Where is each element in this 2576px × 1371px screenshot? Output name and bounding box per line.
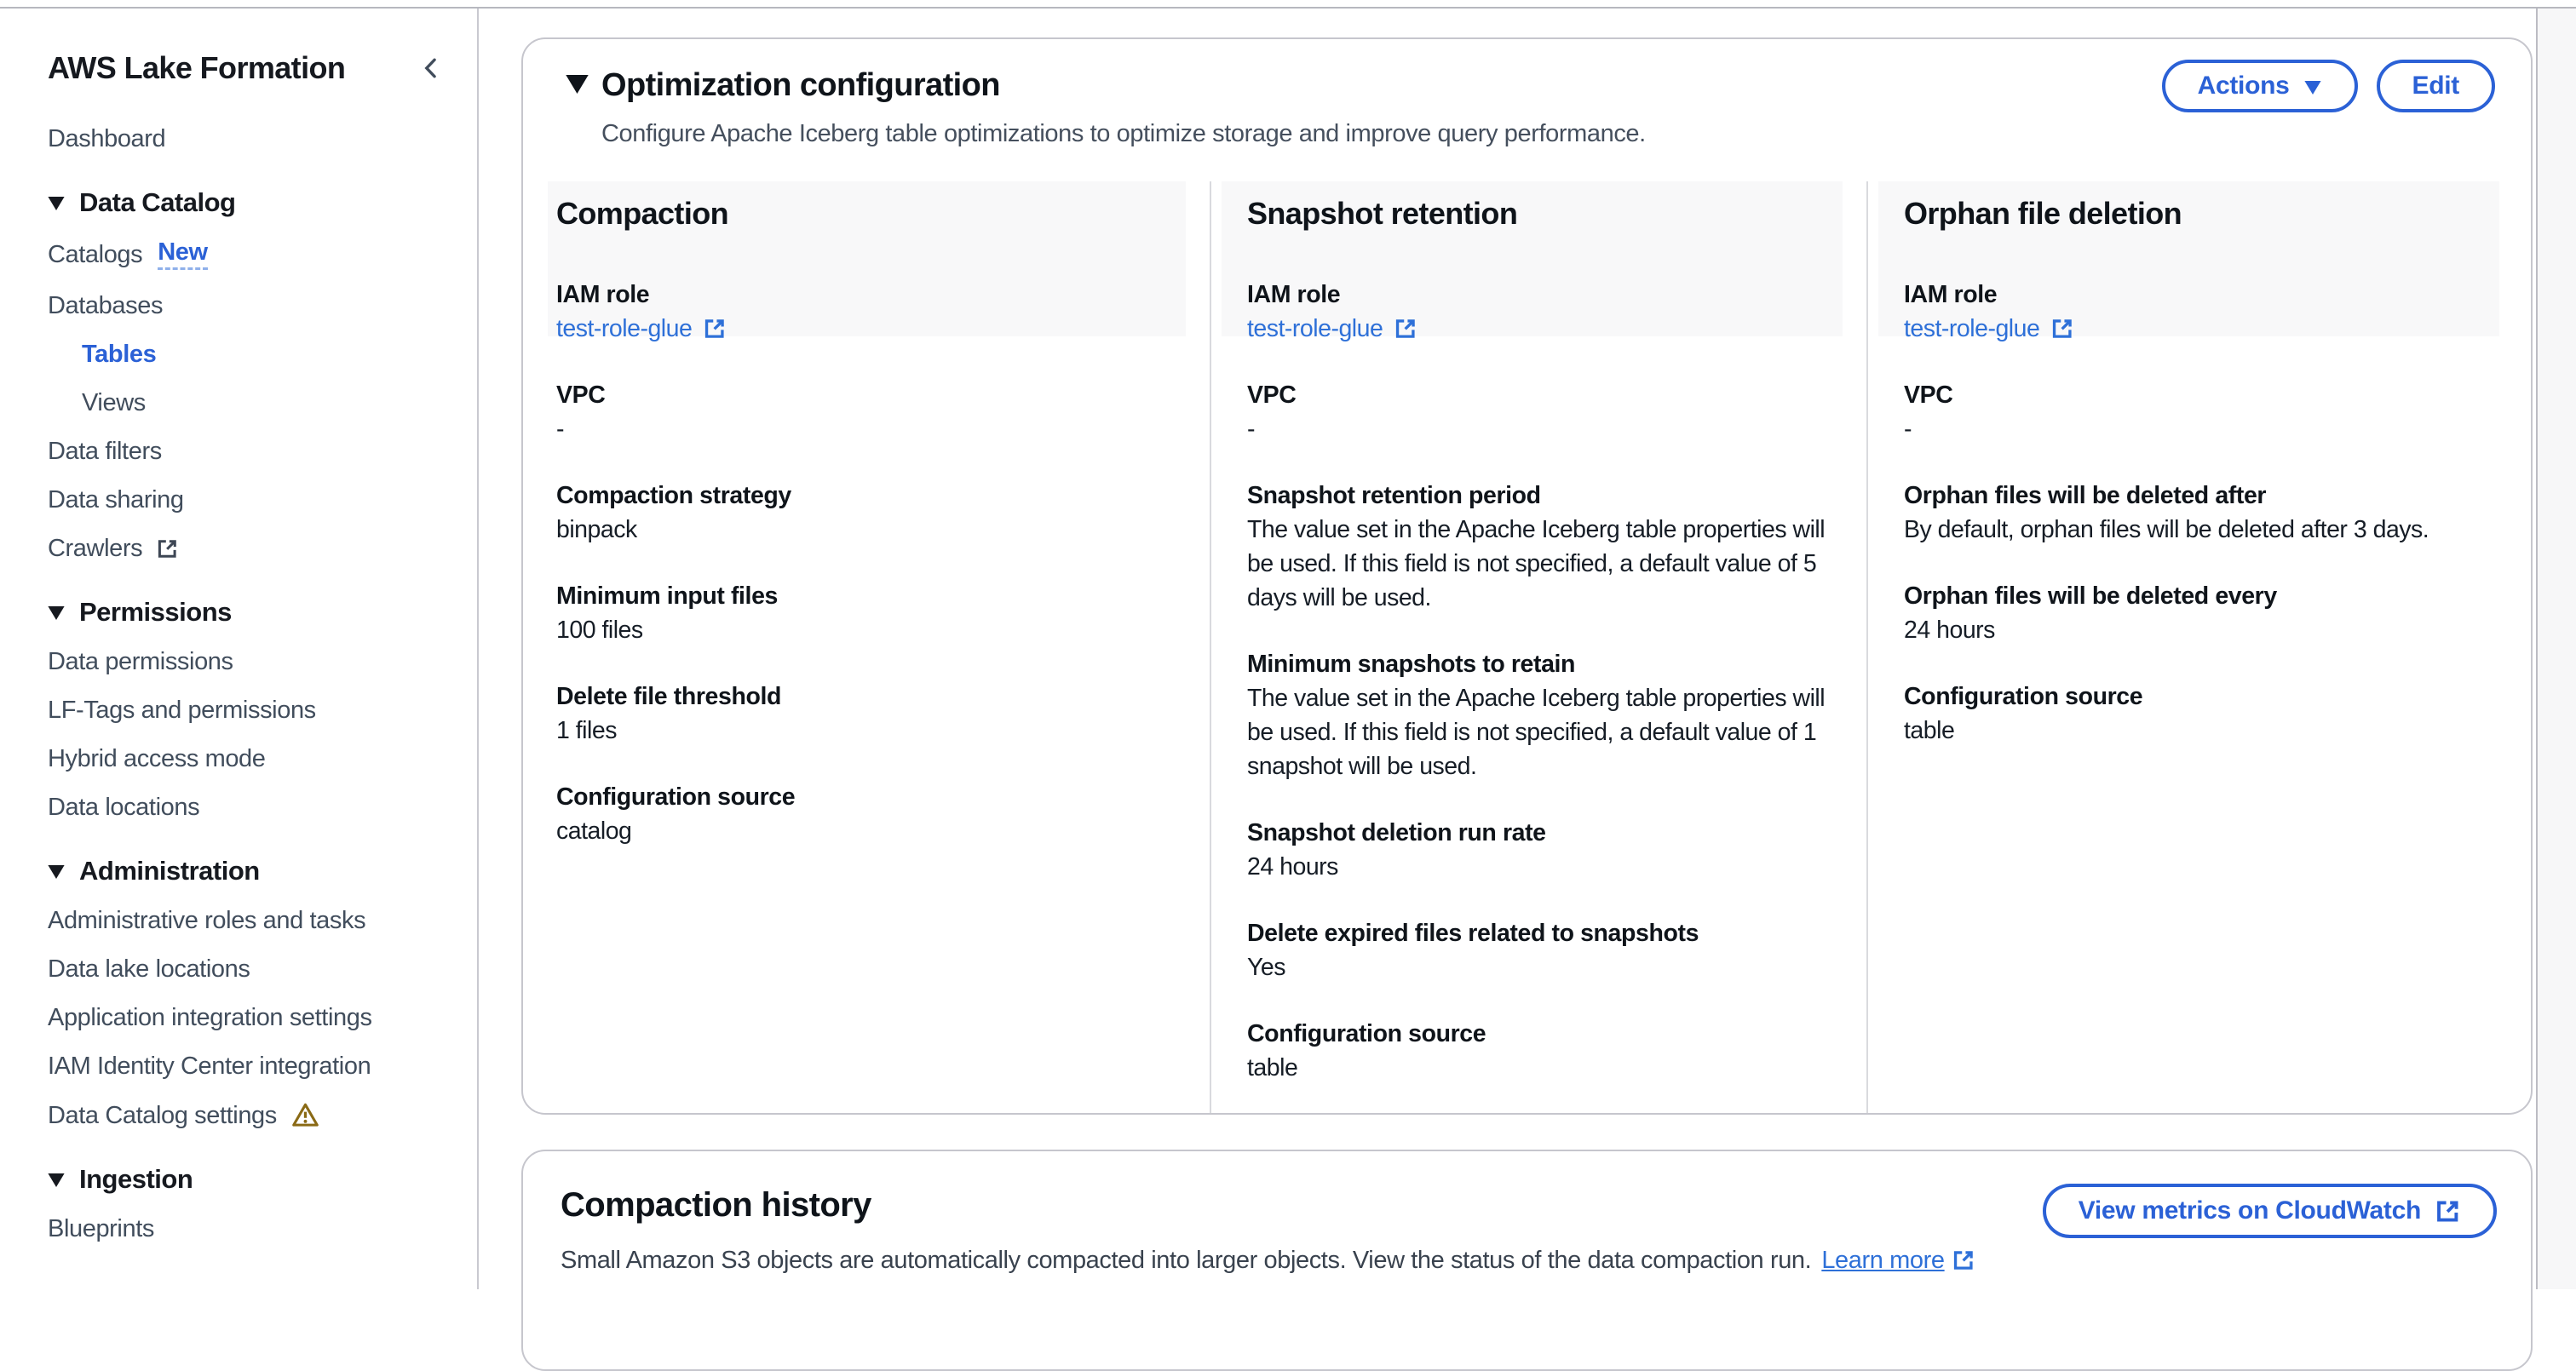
- sidebar-section-administration[interactable]: Administration: [48, 858, 446, 885]
- sidebar-item-data-catalog-settings[interactable]: Data Catalog settings: [48, 1102, 446, 1128]
- field-orphan-deleted-after: Orphan files will be deleted after By default, orphan files will be deleted after 3 days.: [1904, 482, 2429, 543]
- sidebar-collapse-button[interactable]: [416, 53, 446, 83]
- page-scrollbar[interactable]: [2536, 9, 2576, 1289]
- sidebar-item-crawlers[interactable]: Crawlers: [48, 536, 446, 561]
- external-link-icon: [703, 317, 727, 341]
- sidebar-nav: [48, 126, 446, 1242]
- sidebar-header: [48, 49, 446, 87]
- external-link-icon: [2435, 1198, 2461, 1225]
- column-title: Compaction: [556, 196, 729, 231]
- section-expanded-triangle-icon[interactable]: [566, 75, 589, 94]
- triangle-down-icon: [48, 865, 65, 879]
- iam-role-link[interactable]: test-role-glue: [556, 315, 693, 342]
- sidebar-item-admin-roles[interactable]: Administrative roles and tasks: [48, 907, 366, 934]
- compaction-history-panel: [521, 1150, 2533, 1371]
- triangle-down-icon: [48, 1173, 65, 1187]
- view-metrics-cloudwatch-button[interactable]: View metrics on CloudWatch: [2043, 1184, 2497, 1238]
- sidebar-item-data-filters[interactable]: Data filters: [48, 438, 162, 465]
- sidebar-item-data-locations[interactable]: Data locations: [48, 794, 200, 821]
- iam-role-link[interactable]: test-role-glue: [1247, 315, 1383, 342]
- sidebar-item-app-integration[interactable]: Application integration settings: [48, 1004, 372, 1031]
- field-compaction-strategy: Compaction strategy binpack: [556, 482, 791, 543]
- warning-icon: [292, 1102, 319, 1128]
- field-configuration-source: Configuration source table: [1904, 683, 2143, 744]
- sidebar-item-databases[interactable]: Databases: [48, 292, 164, 319]
- app-title: AWS Lake Formation: [48, 50, 346, 85]
- column-compaction: [553, 181, 1210, 1115]
- field-iam-role: IAM role test-role-glue: [1904, 278, 2503, 346]
- column-title: Orphan file deletion: [1904, 196, 2182, 231]
- column-title: Snapshot retention: [1247, 196, 1518, 231]
- sidebar-item-data-permissions[interactable]: Data permissions: [48, 648, 233, 675]
- new-badge: New: [158, 239, 207, 270]
- field-snapshot-retention-period: Snapshot retention period The value set in the Apache Iceberg table properties will be used. If this field is not specified, a default value of 5 days will be used.: [1247, 482, 1826, 611]
- panel-title: Optimization configuration: [601, 67, 1000, 103]
- optimization-columns: [523, 181, 2531, 1115]
- sidebar-item-views[interactable]: Views: [82, 389, 146, 416]
- main-content: [479, 9, 2534, 1289]
- column-snapshot-retention: [1210, 181, 1866, 1115]
- sidebar-item-dashboard[interactable]: Dashboard: [48, 125, 166, 152]
- field-configuration-source: Configuration source table: [1247, 1020, 1486, 1081]
- sidebar-item-iam-identity-center[interactable]: IAM Identity Center integration: [48, 1053, 371, 1080]
- caret-down-icon: [2303, 81, 2322, 95]
- compaction-history-title: Compaction history: [561, 1186, 871, 1224]
- chevron-left-icon: [420, 55, 442, 81]
- sidebar-section-permissions[interactable]: Permissions: [48, 599, 446, 626]
- sidebar-item-blueprints[interactable]: Blueprints: [48, 1215, 154, 1242]
- external-link-icon: [156, 537, 179, 560]
- field-minimum-snapshots: Minimum snapshots to retain The value set in the Apache Iceberg table properties will be used. If this field is not specified, a default value of 1 snapshot will be used.: [1247, 651, 1826, 780]
- sidebar: [0, 9, 477, 1289]
- field-vpc: VPC -: [556, 381, 606, 443]
- triangle-down-icon: [48, 606, 65, 620]
- sidebar-item-catalogs[interactable]: Catalogs New: [48, 238, 208, 268]
- field-minimum-input-files: Minimum input files 100 files: [556, 582, 778, 644]
- learn-more-link[interactable]: Learn more: [1821, 1247, 1945, 1274]
- sidebar-item-data-lake-locations[interactable]: Data lake locations: [48, 955, 250, 983]
- column-orphan-file-deletion: [1866, 181, 2523, 1115]
- sidebar-item-hybrid-access-mode[interactable]: Hybrid access mode: [48, 745, 266, 772]
- iam-role-link[interactable]: test-role-glue: [1904, 315, 2040, 342]
- external-link-icon: [1952, 1248, 1975, 1272]
- field-vpc: VPC -: [1247, 381, 1297, 443]
- field-snapshot-deletion-run-rate: Snapshot deletion run rate 24 hours: [1247, 819, 1546, 881]
- panel-header: [523, 39, 2531, 181]
- field-orphan-deleted-every: Orphan files will be deleted every 24 hours: [1904, 582, 2277, 644]
- actions-button[interactable]: Actions: [2162, 60, 2358, 112]
- external-link-icon: [1394, 317, 1417, 341]
- field-iam-role: IAM role test-role-glue: [1247, 278, 1846, 346]
- optimization-configuration-panel: [521, 37, 2533, 1115]
- sidebar-section-data-catalog[interactable]: Data Catalog: [48, 189, 446, 216]
- field-configuration-source: Configuration source catalog: [556, 783, 796, 845]
- triangle-down-icon: [48, 197, 65, 210]
- field-iam-role: IAM role test-role-glue: [556, 278, 1186, 346]
- edit-button[interactable]: Edit: [2377, 60, 2495, 112]
- sidebar-section-ingestion[interactable]: Ingestion: [48, 1166, 446, 1193]
- field-delete-file-threshold: Delete file threshold 1 files: [556, 683, 781, 744]
- field-delete-expired-files: Delete expired files related to snapshots Yes: [1247, 920, 1699, 981]
- external-link-icon: [2050, 317, 2074, 341]
- compaction-history-description: Small Amazon S3 objects are automatically compacted into larger objects. View the status of the data compaction run. Learn more: [561, 1245, 2493, 1276]
- sidebar-item-tables[interactable]: Tables: [82, 341, 157, 368]
- field-vpc: VPC -: [1904, 381, 1953, 443]
- panel-subtitle: Configure Apache Iceberg table optimizations to optimize storage and improve query performance.: [601, 120, 1646, 147]
- sidebar-item-data-sharing[interactable]: Data sharing: [48, 486, 184, 513]
- panel-header-actions: [2162, 60, 2495, 112]
- sidebar-item-lf-tags[interactable]: LF-Tags and permissions: [48, 697, 316, 724]
